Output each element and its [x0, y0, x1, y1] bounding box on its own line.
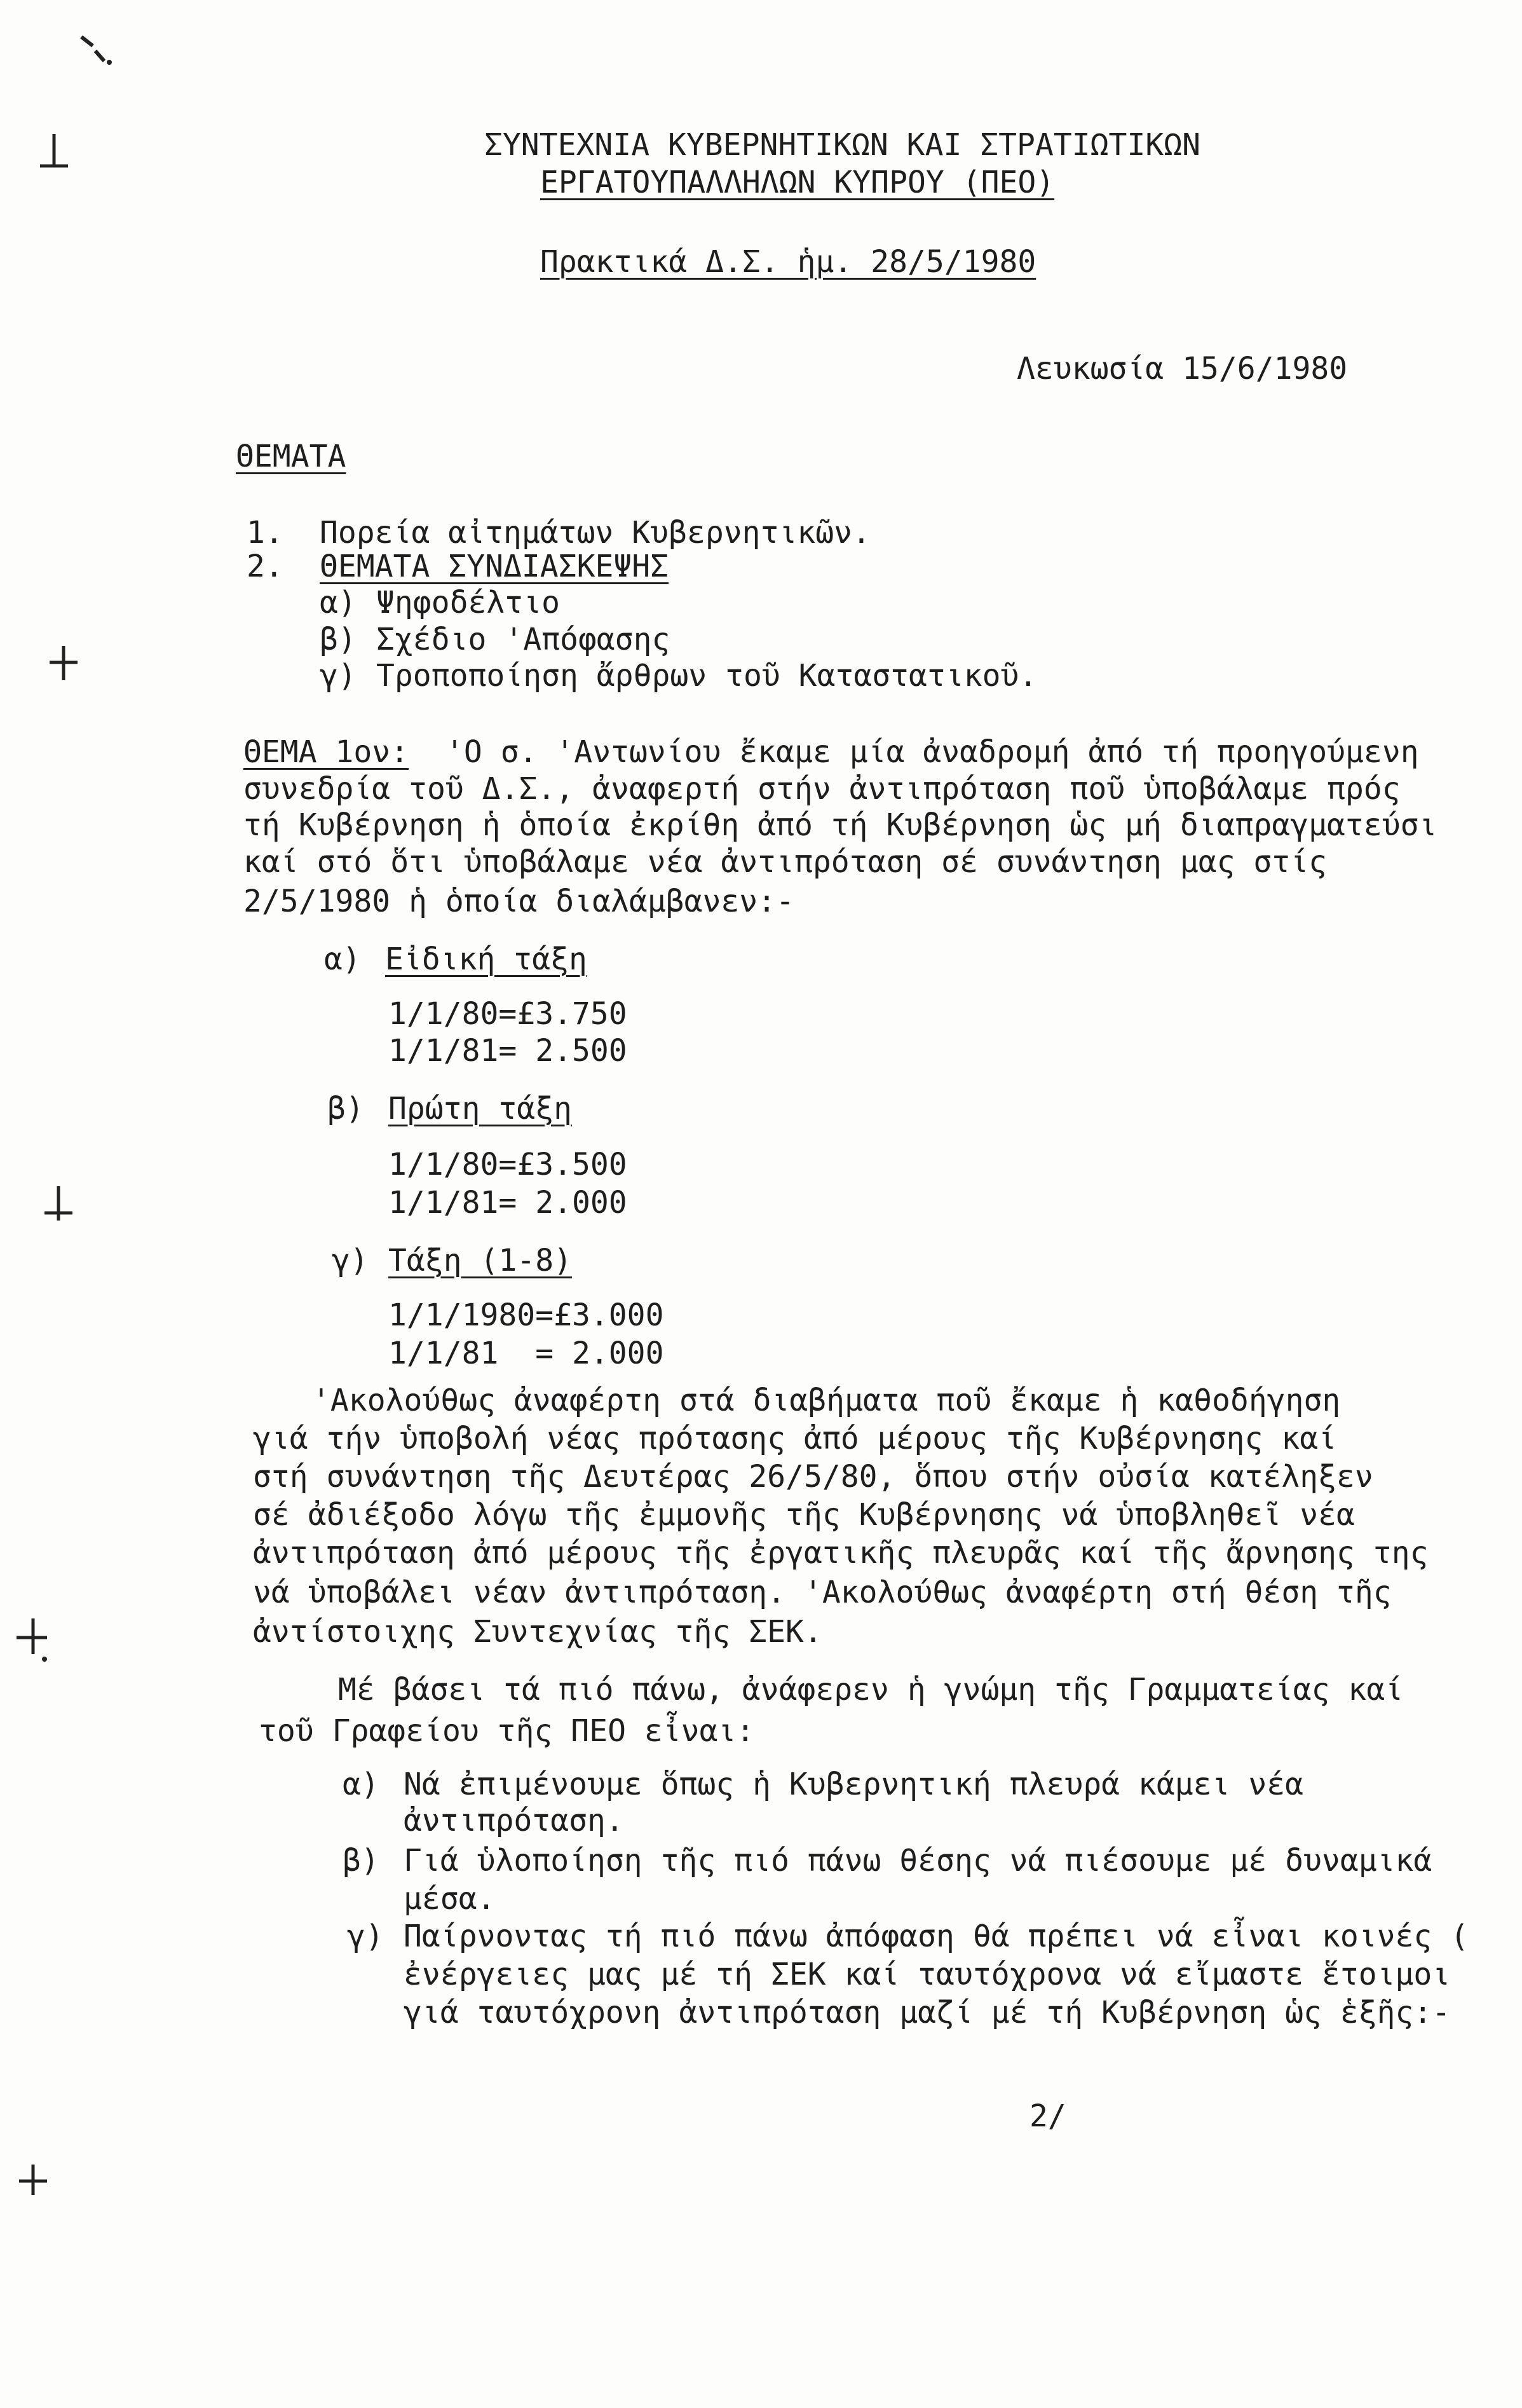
class-letter: β): [327, 1091, 364, 1126]
class-title: Εἰδική τάξη: [385, 941, 587, 977]
margin-mark: [76, 32, 121, 70]
class-rate: 1/1/1980=£3.000: [388, 1297, 664, 1333]
minutes-title: Πρακτικά Δ.Σ. ἡμ. 28/5/1980: [540, 244, 1036, 280]
topic-label: ΘΕΜΑ 1ον:: [243, 734, 409, 770]
class-rate: 1/1/81 = 2.000: [388, 1336, 664, 1371]
topic-text-line: 'Ο σ. 'Αντωνίου ἔκαμε μία ἀναδρομή ἀπό τή προηγούμενη: [445, 734, 1419, 770]
proposal-letter: γ): [347, 1919, 384, 1954]
paragraph-line: Μέ βάσει τά πιό πάνω, ἀνάφερεν ἡ γνώμη τῆς Γραμματείας καί: [338, 1672, 1404, 1707]
topic-text-line: καί στό ὅτι ὑποβάλαμε νέα ἀντιπρόταση σέ συνάντηση μας στίς: [243, 844, 1328, 880]
proposal-line: Γιά ὑλοποίηση τῆς πιό πάνω θέσης νά πιέσουμε μέ δυναμικά: [404, 1843, 1432, 1878]
paragraph-line: τοῦ Γραφείου τῆς ΠΕΟ εἶναι:: [259, 1713, 755, 1749]
proposal-line: γιά ταυτόχρονη ἀντιπρόταση μαζί μέ τή Κυβέρνηση ὡς ἑξῆς:-: [404, 1995, 1451, 2030]
page-continuation-marker: 2/: [1029, 2098, 1066, 2134]
agenda-item-number: 1.: [247, 515, 283, 551]
agenda-item-number: 2.: [247, 549, 283, 584]
proposal-line: ἀντιπρόταση.: [404, 1803, 624, 1838]
agenda-heading: ΘΕΜΑΤΑ: [236, 439, 346, 474]
class-title: Πρώτη τάξη: [388, 1091, 572, 1126]
agenda-item-text: Πορεία αἰτημάτων Κυβερνητικῶν.: [320, 515, 871, 551]
paragraph-line: σέ ἀδιέξοδο λόγω τῆς ἐμμονῆς τῆς Κυβέρνησης νά ὑποβληθεῖ νέα: [253, 1497, 1355, 1533]
proposal-line: Νά ἐπιμένουμε ὅπως ἡ Κυβερνητική πλευρά κάμει νέα: [404, 1767, 1304, 1802]
agenda-subitem-text: Τροποποίηση ἄρθρων τοῦ Καταστατικοῦ.: [376, 658, 1038, 694]
place-date: Λευκωσία 15/6/1980: [1017, 351, 1348, 387]
class-rate: 1/1/80=£3.750: [388, 996, 627, 1032]
class-title: Τάξη (1-8): [388, 1243, 572, 1278]
paragraph-line: στή συνάντηση τῆς Δευτέρας 26/5/80, ὅπου στήν οὐσία κατέληξεν: [253, 1459, 1373, 1495]
paragraph-line: γιά τήν ὑποβολή νέας πρότασης ἀπό μέρους τῆς Κυβέρνησης καί: [253, 1421, 1337, 1456]
margin-mark: [35, 130, 73, 175]
topic-text-line: τή Κυβέρνηση ἡ ὁποία ἐκρίθη ἀπό τή Κυβέρνηση ὡς μή διαπραγματεύσι: [243, 807, 1437, 843]
proposal-letter: α): [343, 1767, 379, 1802]
agenda-subitem-letter: α): [320, 585, 357, 620]
margin-mark: [44, 642, 83, 687]
agenda-subitem-text: Σχέδιο 'Απόφασης: [376, 622, 670, 657]
paragraph-line: 'Ακολούθως ἀναφέρτη στά διαβήματα ποῦ ἔκαμε ἡ καθοδήγηση: [312, 1383, 1341, 1418]
topic-text-line: συνεδρία τοῦ Δ.Σ., ἀναφερτή στήν ἀντιπρόταση ποῦ ὑποβάλαμε πρός: [243, 771, 1401, 807]
margin-mark: [39, 1182, 78, 1227]
proposal-line: Παίρνοντας τή πιό πάνω ἀπόφαση θά πρέπει νά εἶναι κοινές (: [404, 1919, 1469, 1954]
topic-text-line: 2/5/1980 ἡ ὁποία διαλάμβανεν:-: [243, 884, 794, 919]
proposal-letter: β): [343, 1843, 379, 1878]
agenda-subitem-letter: γ): [320, 658, 357, 694]
class-rate: 1/1/81= 2.000: [388, 1185, 627, 1221]
agenda-item-text: ΘΕΜΑΤΑ ΣΥΝΔΙΑΣΚΕΨΗΣ: [320, 549, 669, 584]
margin-mark: [11, 1615, 56, 1666]
union-name-line2: ΕΡΓΑΤΟΥΠΑΛΛΗΛΩΝ ΚΥΠΡΟΥ (ΠΕΟ): [540, 165, 1055, 200]
class-rate: 1/1/81= 2.500: [388, 1033, 627, 1069]
paragraph-line: νά ὑποβάλει νέαν ἀντιπρόταση. 'Ακολούθως ἀναφέρτη στή θέση τῆς: [253, 1575, 1392, 1610]
proposal-line: μέσα.: [404, 1881, 496, 1917]
agenda-subitem-text: Ψηφοδέλτιο: [376, 585, 560, 620]
union-name-line1: ΣΥΝΤΕΧΝΙΑ ΚΥΒΕΡΝΗΤΙΚΩΝ ΚΑΙ ΣΤΡΑΤΙΩΤΙΚΩΝ: [484, 127, 1201, 163]
agenda-subitem-letter: β): [320, 622, 357, 657]
paragraph-line: ἀντίστοιχης Συντεχνίας τῆς ΣΕΚ.: [253, 1614, 822, 1650]
class-rate: 1/1/80=£3.500: [388, 1147, 627, 1182]
proposal-line: ἐνέργειες μας μέ τή ΣΕΚ καί ταυτόχρονα νά εἴμαστε ἕτοιμοι: [404, 1957, 1451, 1992]
margin-mark: [14, 2158, 52, 2203]
class-letter: γ): [332, 1243, 369, 1278]
paragraph-line: ἀντιπρόταση ἀπό μέρους τῆς ἐργατικῆς πλευρᾶς καί τῆς ἄρνησης της: [253, 1535, 1429, 1571]
class-letter: α): [324, 941, 361, 977]
